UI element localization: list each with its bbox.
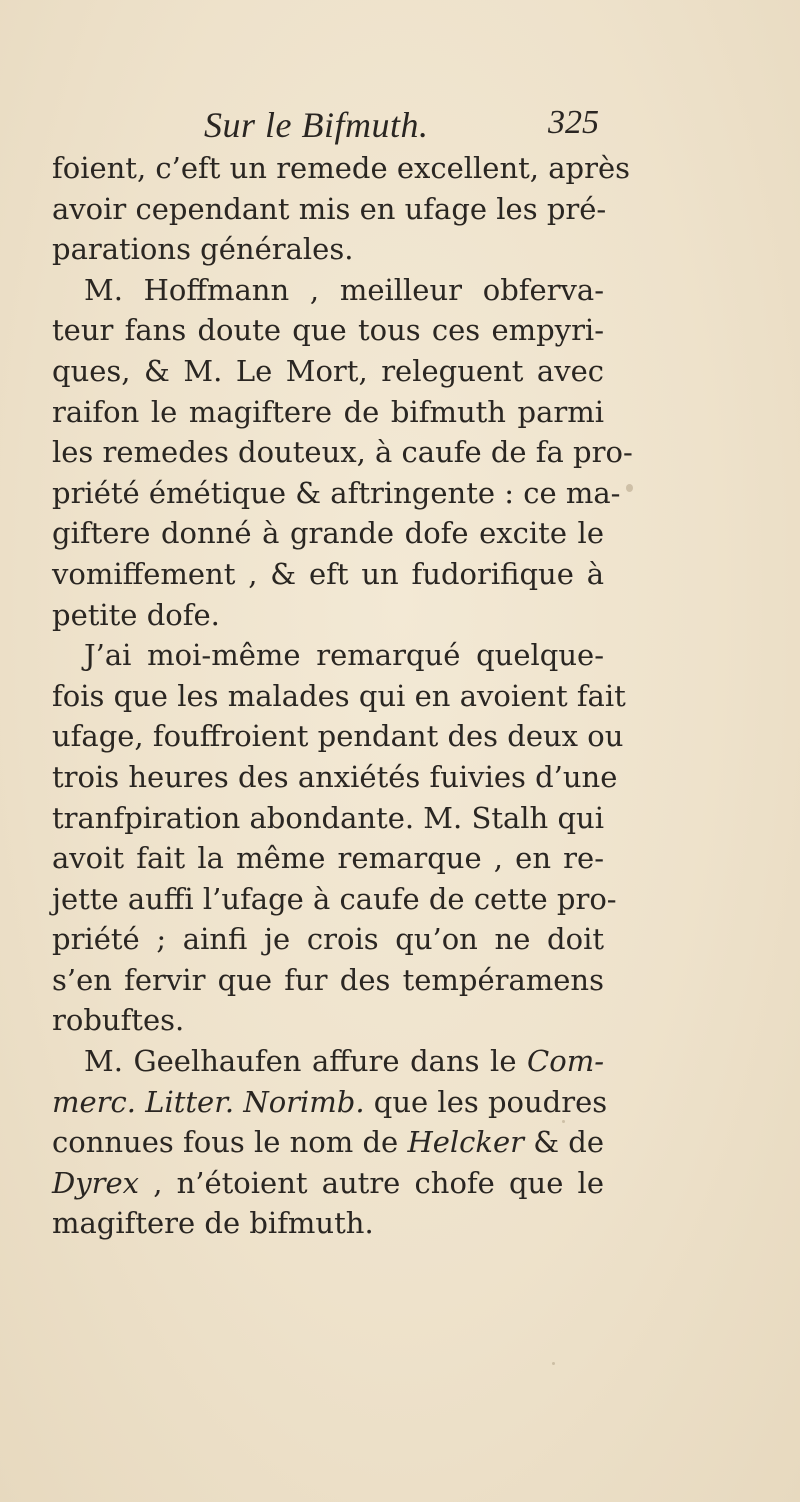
text-line: tranfpiration abondante. M. Stalh qui: [52, 800, 604, 835]
text-line: ques, & M. Le Mort, releguent avec: [52, 353, 604, 388]
page-number: 325: [548, 104, 599, 141]
text-line: avoit fait la même remarque , en re-: [52, 841, 604, 876]
text-line: s’en fervir que fur des tempéramens: [52, 962, 604, 997]
text-line: vomiffement , & eft un fudorifique à: [52, 556, 604, 591]
text-line: giftere donné à grande dofe excite le: [52, 516, 604, 551]
italic-name: Dyrex: [52, 1165, 140, 1200]
text-line: robuftes.: [52, 1003, 185, 1038]
text-line: [52, 1082, 608, 1123]
italic-title: Com-: [527, 1044, 604, 1079]
text-line: trois heures des anxiétés fuivies d’une: [52, 759, 618, 794]
text-line: jette auffi l’ufage à caufe de cette pro-: [52, 881, 617, 916]
text-line: parations générales.: [52, 232, 354, 267]
running-title: Sur le Bifmuth.: [204, 105, 429, 145]
body-text: [52, 148, 633, 1244]
text-line: J’ai moi-même remarqué quelque-: [84, 638, 604, 673]
italic-title: merc. Litter. Norimb.: [52, 1084, 365, 1119]
text-line: [52, 1163, 604, 1204]
text-line: M. Hoffmann , meilleur obferva-: [84, 272, 604, 307]
text-line: teur fans doute que tous ces empyri-: [52, 313, 604, 348]
text-line: raifon le magiftere de bifmuth parmi: [52, 394, 604, 429]
page-header: [0, 104, 800, 144]
paper-speck: [552, 1362, 555, 1365]
text-line: priété émétique & aftringente : ce ma-: [52, 475, 621, 510]
italic-name: Helcker: [407, 1125, 525, 1160]
text-line: foient, c’eft un remede excellent, après: [52, 151, 630, 185]
text-run: connues fous le nom de: [52, 1125, 408, 1160]
text-run: & de: [524, 1125, 604, 1160]
text-line: les remedes douteux, à caufe de fa pro-: [52, 435, 633, 470]
text-line: priété ; ainfi je crois qu’on ne doit: [52, 922, 604, 957]
text-line: petite dofe.: [52, 597, 220, 632]
text-line: avoir cependant mis en ufage les pré-: [52, 191, 607, 226]
text-line: [52, 1122, 604, 1163]
text-line: magiftere de bifmuth.: [52, 1206, 374, 1241]
text-line: [52, 1041, 604, 1082]
paper-speck: [626, 484, 633, 492]
text-line: ufage, fouffroient pendant des deux ou: [52, 719, 624, 754]
text-run: , n’étoient autre chofe que le: [139, 1165, 604, 1200]
text-run: que les poudres: [364, 1084, 608, 1119]
text-run: M. Geelhaufen affure dans le: [84, 1044, 528, 1079]
text-line: fois que les malades qui en avoient fait: [52, 678, 626, 713]
